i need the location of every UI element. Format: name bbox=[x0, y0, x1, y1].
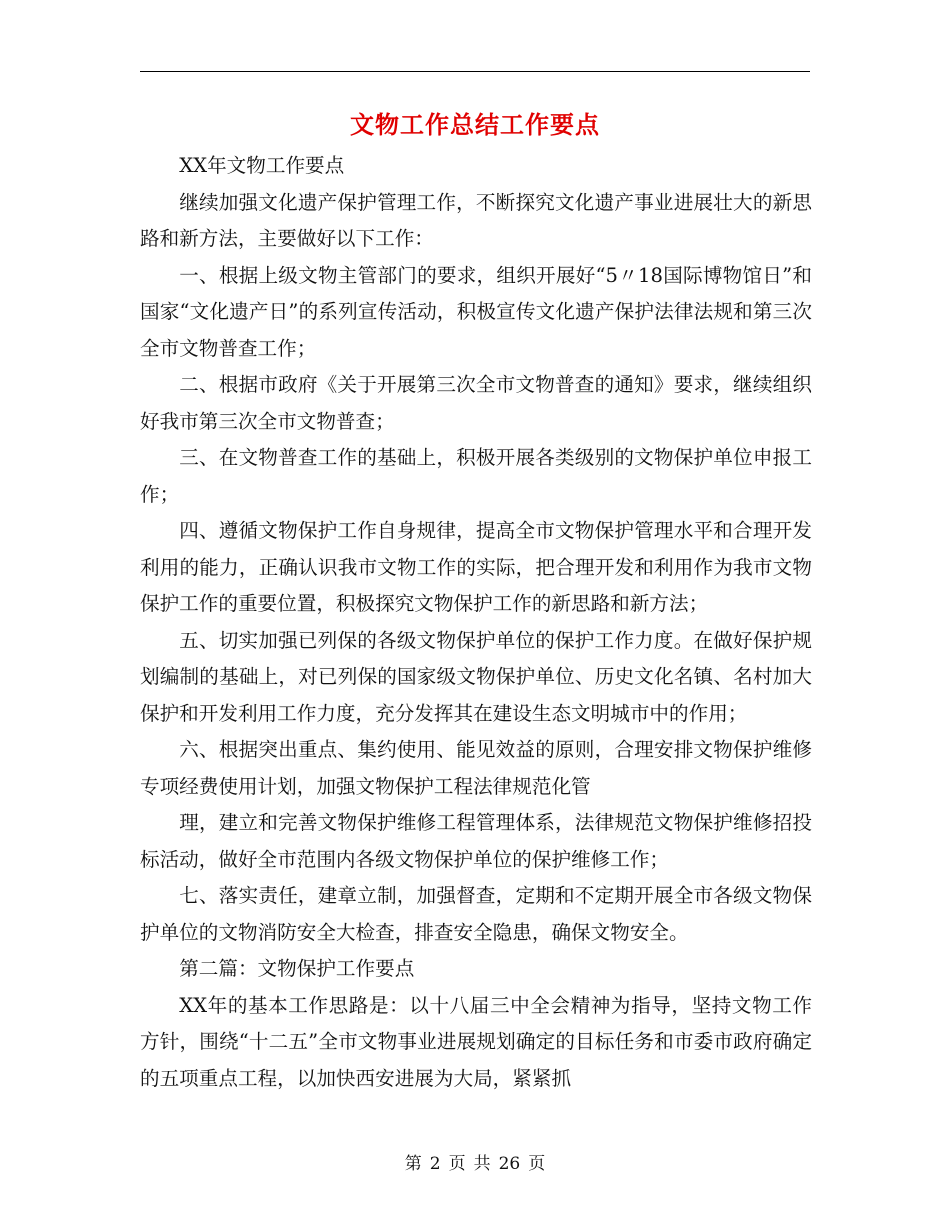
paragraph-item-6-cont: 理，建立和完善文物保护维修工程管理体系，法律规范文物保护维修招投标活动，做好全市范围内各级文物保护单位的保护维修工作； bbox=[140, 811, 812, 871]
header-rule bbox=[140, 71, 810, 72]
document-body bbox=[140, 148, 812, 1097]
paragraph-item-6: 六、根据突出重点、集约使用、能见效益的原则，合理安排文物保护维修专项经费使用计划，加强文物保护工程法律规范化管 bbox=[140, 738, 812, 798]
document-title: 文物工作总结工作要点 bbox=[350, 111, 600, 139]
paragraph-item-1: 一、根据上级文物主管部门的要求，组织开展好“5〃18国际博物馆日”和国家“文化遗产日”的系列宣传活动，积极宣传文化遗产保护法律法规和第三次全市文物普查工作； bbox=[140, 263, 812, 360]
paragraph-section-2-heading: 第二篇：文物保护工作要点 bbox=[179, 957, 415, 980]
footer-page-label: 第 bbox=[404, 1154, 422, 1174]
footer-total-unit: 页 bbox=[528, 1154, 546, 1174]
paragraph-section-2-body: XX年的基本工作思路是：以十八届三中全会精神为指导，坚持文物工作方针，围绕“十二五”全市文物事业进展规划确定的目标任务和市委市政府确定的五项重点工程，以加快西安进展为大局，紧紧抓 bbox=[140, 993, 812, 1090]
footer-page-current: 2 bbox=[429, 1154, 441, 1174]
footer-total-label: 共 bbox=[473, 1154, 491, 1174]
paragraph-item-2: 二、根据市政府《关于开展第三次全市文物普查的通知》要求，继续组织好我市第三次全市文物普查； bbox=[140, 373, 812, 433]
paragraph-item-4: 四、遵循文物保护工作自身规律，提高全市文物保护管理水平和合理开发利用的能力，正确认识我市文物工作的实际，把合理开发和利用作为我市文物保护工作的重要位置，积极探究文物保护工作的新思路和新方法； bbox=[140, 519, 812, 615]
page-footer bbox=[140, 1152, 810, 1176]
footer-page-total: 26 bbox=[498, 1154, 521, 1174]
paragraph-item-3: 三、在文物普查工作的基础上，积极开展各类级别的文物保护单位申报工作； bbox=[140, 446, 812, 506]
paragraph-item-7: 七、落实责任，建章立制，加强督查，定期和不定期开展全市各级文物保护单位的文物消防安全大检查，排查安全隐患，确保文物安全。 bbox=[140, 884, 812, 944]
paragraph-intro: 继续加强文化遗产保护管理工作，不断探究文化遗产事业进展壮大的新思路和新方法，主要做好以下工作： bbox=[140, 190, 812, 250]
paragraph-heading: XX年文物工作要点 bbox=[179, 154, 345, 177]
footer-page-unit: 页 bbox=[448, 1154, 466, 1174]
paragraph-item-5: 五、切实加强已列保的各级文物保护单位的保护工作力度。在做好保护规划编制的基础上，对已列保的国家级文物保护单位、历史文化名镇、名村加大保护和开发利用工作力度，充分发挥其在建设生态文明城市中的作用； bbox=[140, 628, 812, 725]
